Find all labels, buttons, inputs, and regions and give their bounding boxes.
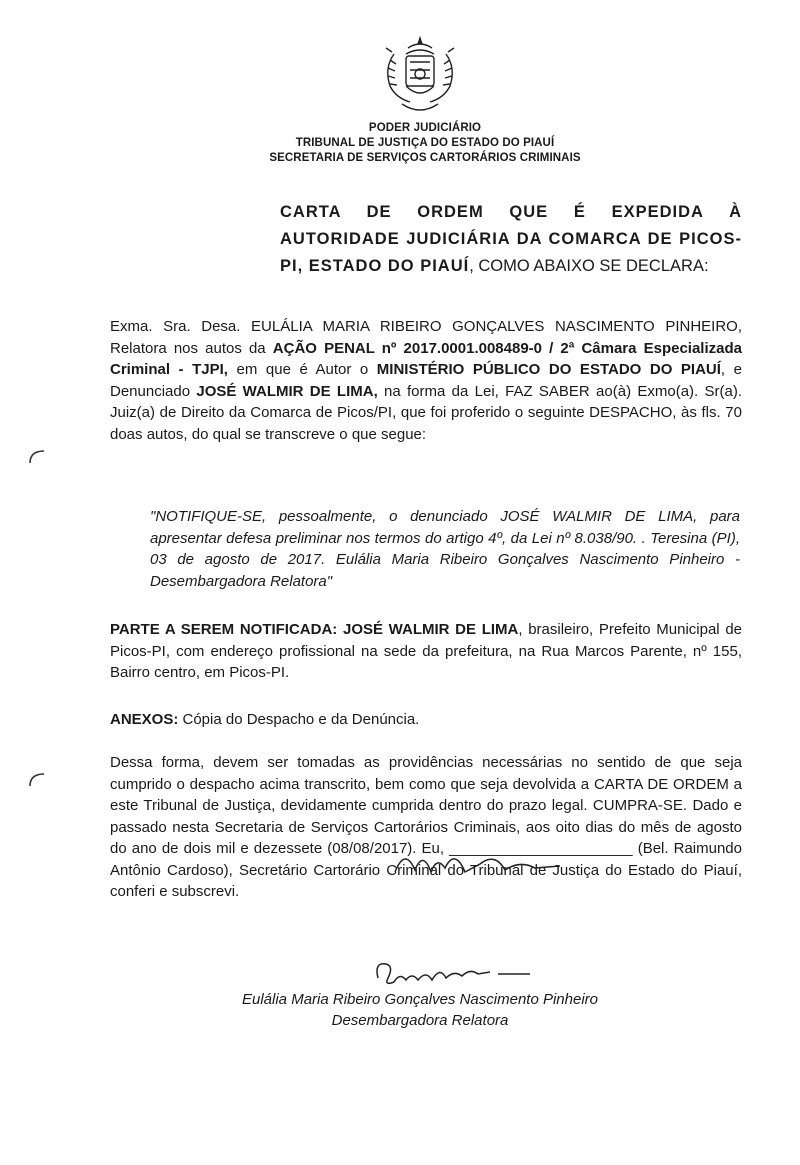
plaintiff: MINISTÉRIO PÚBLICO DO ESTADO DO PIAUÍ	[376, 361, 721, 378]
secretary-signature	[385, 842, 585, 882]
closing-paragraph: Dessa forma, devem ser tomadas as providências necessárias no sentido de que seja cumprido o despacho acima transcrito, bem como que seja devolvida a CARTA DE ORDEM a este Tribunal de Justiça, devidamente cumprida dentro do prazo legal. CUMPRA-SE. Dado e passado nesta Secretaria de Serviços Cartorários Criminais, aos oito dias do mês de agosto do ano de dois mil e dezessete (08/08/2017). Eu, ______________________ (Bel. Raimundo Antônio Cardoso), Secretário Cartorário Criminal do Tribunal de Justiça do Estado do Piauí, conferi e subscrevi.	[110, 754, 742, 900]
header-line-2: TRIBUNAL DE JUSTIÇA DO ESTADO DO PIAUÍ	[295, 137, 555, 149]
title-bold: CARTA DE ORDEM QUE É EXPEDIDA À AUTORIDADE JUDICIÁRIA DA COMARCA DE PICOS-PI, ESTADO DO PIAUÍ	[280, 203, 742, 275]
annexes-paragraph	[110, 709, 742, 731]
annexes-label: ANEXOS:	[110, 711, 179, 728]
relatora-signature	[370, 952, 540, 992]
header-line-1: PODER JUDICIÁRIO	[368, 122, 482, 134]
signer-name: Eulália Maria Ribeiro Gonçalves Nascimento Pinheiro	[242, 991, 598, 1008]
intro-paragraph	[110, 316, 742, 445]
p1-text-e: , e Denunciado	[110, 361, 742, 400]
document-title	[280, 199, 742, 280]
party-text: , brasileiro, Prefeito Municipal de Picos-PI, com endereço profissional na sede da prefeitura, na Rua Marcos Parente, nº 155, Bairro centro, em Picos-PI.	[110, 621, 743, 681]
party-label: PARTE A SEREM NOTIFICADA: JOSÉ WALMIR DE LIMA	[110, 621, 519, 638]
coat-of-arms-seal	[376, 34, 464, 120]
header-line-3: SECRETARIA DE SERVIÇOS CARTORÁRIOS CRIMINAIS	[269, 152, 581, 164]
p1-text-c: em que é Autor o	[227, 361, 377, 378]
dispatch-quote: "NOTIFIQUE-SE, pessoalmente, o denunciado JOSÉ WALMIR DE LIMA, para apresentar defesa preliminar nos termos do artigo 4º, da Lei nº 8.038/90. . Teresina (PI), 03 de agosto de 2017. Eulália Maria Ribeiro Gonçalves Nascimento Pinheiro - Desembargadora Relatora"	[150, 508, 740, 590]
p1-text-a: Exma. Sra. Desa. EULÁLIA MARIA RIBEIRO GONÇALVES NASCIMENTO PINHEIRO, Relatora nos autos da	[110, 318, 742, 357]
annexes-text: Cópia do Despacho e da Denúncia.	[178, 711, 420, 728]
case-number: AÇÃO PENAL nº 2017.0001.008489-0 / 2ª Câmara Especializada Criminal - TJPI,	[110, 339, 742, 378]
defendant: JOSÉ WALMIR DE LIMA,	[196, 382, 378, 400]
margin-mark	[26, 770, 48, 788]
party-paragraph	[110, 619, 742, 684]
signer-role: Desembargadora Relatora	[331, 1012, 509, 1029]
p1-text-g: na forma da Lei, FAZ SABER ao(à) Exmo(a). Sr(a). Juiz(a) de Direito da Comarca de Picos/PI, que foi proferido o seguinte DESPACHO, às fls. 70 doas autos, do qual se transcreve o que segue:	[110, 382, 742, 443]
title-normal: , COMO ABAIXO SE DECLARA:	[469, 257, 709, 275]
margin-mark	[26, 447, 48, 465]
